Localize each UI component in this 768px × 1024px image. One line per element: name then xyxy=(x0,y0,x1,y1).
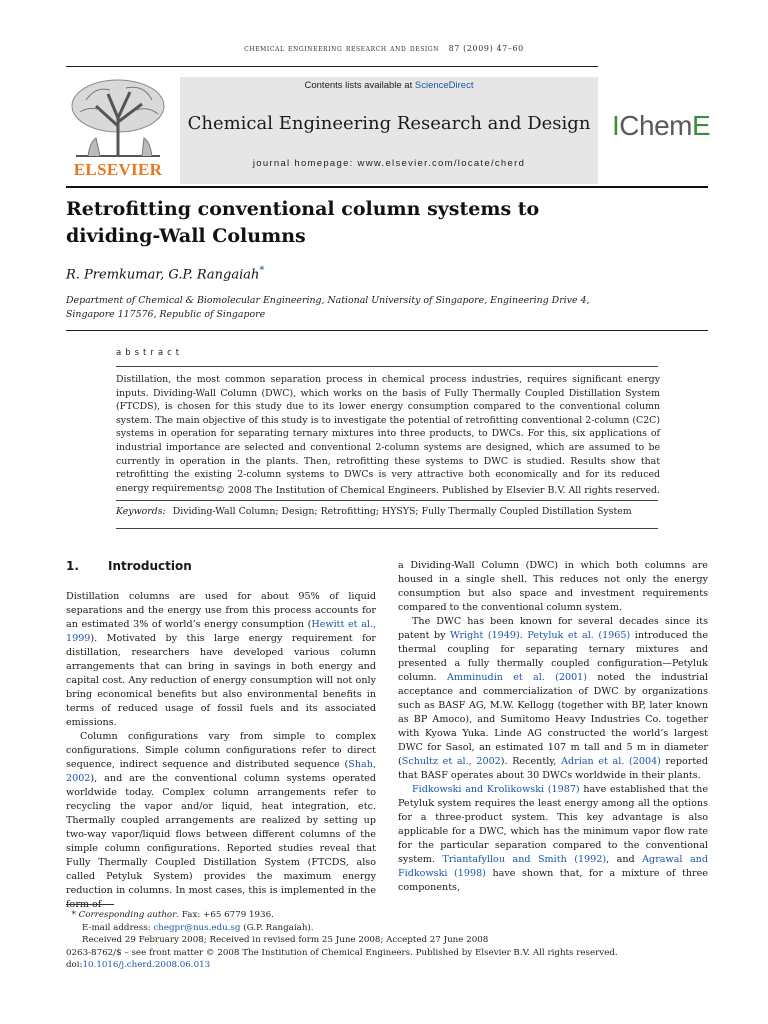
authors xyxy=(66,265,264,282)
journal-title: Chemical Engineering Research and Design xyxy=(187,113,591,134)
title-line-2: dividing-Wall Columns xyxy=(66,225,306,247)
issn-line: 0263-8762/$ – see front matter © 2008 The Institution of Chemical Engineers. Published by Elsevier B.V. All rights reserved. xyxy=(66,947,618,958)
email-label: E-mail address: xyxy=(82,922,154,933)
footnote-corresponding-label: Corresponding author xyxy=(78,910,177,920)
citation-link[interactable]: Hewitt et al., 1999 xyxy=(66,619,376,644)
keywords-label: Keywords: xyxy=(116,506,166,517)
journal-homepage[interactable]: journal homepage: www.elsevier.com/locate/cherd xyxy=(252,158,526,169)
footnote-fax: . Fax: +65 6779 1936. xyxy=(176,910,274,920)
contents-prefix: Contents lists available at xyxy=(304,80,413,91)
citation-link[interactable]: Wright (1949) xyxy=(450,630,520,641)
sciencedirect-link[interactable]: ScienceDirect xyxy=(414,80,474,91)
affiliation-line-1: Department of Chemical & Biomolecular Engineering, National University of Singapore, Engineering Drive 4, xyxy=(66,295,590,306)
icheme-logo-i: I xyxy=(612,110,620,141)
abstract-text: Distillation, the most common separation process in chemical process industries, requires significant energy inputs. Dividing-Wall Column (DWC), which works on the basis of Fully Thermally Coupled Distillation System (FTCDS), is chosen for this study due to its lower energy consumption compared to the conventional column system. The main objective of this study is to investigate the potential of retrofitting conventional 2-column (C2C) systems in operation for separating ternary mixtures into three products, to DWCs. For this, six applications of industrial importance are selected and conventional 2-column systems are designed, which are assumed to be currently in operation in the plants. Then, retrofitting these systems to DWC is studied. Results show that retrofitting the existing 2-column systems to DWCs is very attractive both economically and for its reduced energy requirements. xyxy=(116,374,660,494)
citation-link[interactable]: Agrawal and Fidkowski (1998) xyxy=(398,854,709,879)
footnote-star: * xyxy=(71,910,76,920)
keywords-list: Dividing-Wall Column; Design; Retrofitting; HYSYS; Fully Thermally Coupled Distillation System xyxy=(172,506,632,517)
elsevier-wordmark: ELSEVIER xyxy=(73,160,163,179)
text-run: reported that BASF operates about 30 DWCs worldwide in their plants. xyxy=(398,756,709,781)
citation-link[interactable]: Fidkowski and Krolikowski (1987) xyxy=(412,784,580,795)
abstract-heading-text: abstract xyxy=(116,348,184,358)
text-run: Column configurations vary from simple to complex configurations. Simple column configurations refer to direct sequence, indirect sequence and distributed sequence ( xyxy=(66,731,376,770)
article-title xyxy=(66,196,626,250)
text-run: ). Motivated by this large energy requirement for distillation, researchers have developed various column arrangements that can bring in savings in both energy and capital cost. Any reduction of energy consumption will not only bring economical benefits but also environmental benefits in terms of reduced usage of fossil fuels and its associated emissions. xyxy=(66,633,376,728)
paragraph xyxy=(398,615,708,783)
section-title: Introduction xyxy=(108,559,192,573)
footnote-corresponding xyxy=(66,909,706,922)
doi-link[interactable]: 10.1016/j.cherd.2008.06.013 xyxy=(82,960,211,970)
icheme-logo[interactable] xyxy=(612,110,710,142)
title-line-1: Retrofitting conventional column systems to xyxy=(66,198,540,220)
elsevier-tree-icon xyxy=(66,76,170,160)
section-number: 1. xyxy=(66,559,79,573)
text-run: The DWC has been known for several decades since its patent by xyxy=(398,616,708,641)
doi-prefix: doi: xyxy=(66,960,83,970)
icheme-logo-e: E xyxy=(691,110,711,141)
corresponding-author-marker[interactable]: * xyxy=(259,265,265,276)
text-run: ), and are the conventional column systems operated worldwide today. Complex column arrangements refer to recycling the vapor and/or liquid, heat integration, etc. Thermally coupled arrangements are realized by setting up two-way vapor/liquid flows between different columns of the simple column configurations. Reported studies reveal that Fully Thermally Coupled Distillation System (FTCDS, also called Petyluk System) provides the maximum energy reduction in columns. In most cases, this is implemented in the form of xyxy=(66,773,376,910)
affiliation-rule xyxy=(66,330,708,331)
keywords-rule-top xyxy=(116,500,658,501)
text-run: ). Recently, xyxy=(500,756,562,767)
running-head xyxy=(0,44,768,54)
abstract-copyright: © 2008 The Institution of Chemical Engineers. Published by Elsevier B.V. All rights reserved. xyxy=(215,485,660,496)
text-run: . xyxy=(519,630,528,641)
text-run: noted the industrial acceptance and commercialization of DWC by organizations such as BASF AG, M.W. Kellogg (together with BP, later known as BP Amoco), and Sumitomo Heavy Industries Co. together with Kyowa Yuka. Linde AG constructed the world’s largest DWC for Sasol, an estimated 107 m tall and 5 m in diameter ( xyxy=(398,672,709,767)
email-link[interactable]: chegpr@nus.edu.sg xyxy=(153,922,241,933)
running-head-journal: chemical engineering research and design xyxy=(244,44,440,54)
received-dates: Received 29 February 2008; Received in revised form 25 June 2008; Accepted 27 June 2008 xyxy=(82,935,489,945)
footnotes xyxy=(66,909,706,972)
elsevier-logo[interactable] xyxy=(66,76,170,180)
keywords xyxy=(116,506,632,517)
paragraph xyxy=(66,590,376,730)
text-run: Distillation columns are used for about 95% of liquid separations and the energy use from this process accounts for an estimated 3% of world’s energy consumption ( xyxy=(66,591,376,630)
footnote-email xyxy=(66,922,706,935)
citation-link[interactable]: Petyluk et al. (1965) xyxy=(527,630,631,641)
citation-link[interactable]: Schultz et al., 2002 xyxy=(401,756,501,767)
paragraph: a Dividing-Wall Column (DWC) in which both columns are housed in a single shell. This reduces not only the energy consumption but also space and investment requirements compared to the conventional column system. xyxy=(398,560,708,613)
text-run: introduced the thermal coupling for separating ternary mixtures and presented a fully thermally coupled configuration—Petyluk column. xyxy=(398,630,708,683)
text-run: , and xyxy=(606,854,643,865)
footnote-rule xyxy=(66,904,114,905)
citation-link[interactable]: Triantafyllou and Smith (1992) xyxy=(442,854,607,865)
abstract-heading xyxy=(116,348,183,358)
top-rule xyxy=(66,66,598,67)
contents-line xyxy=(180,80,598,91)
abstract-rule xyxy=(116,366,658,367)
doi-line xyxy=(66,959,706,972)
running-head-citation: 87 (2009) 47–60 xyxy=(448,44,524,53)
banner-rule xyxy=(66,186,708,188)
affiliation xyxy=(66,294,686,322)
text-run: have established that the Petyluk system requires the least energy among all the options for a three-product system. This key advantage is also applicable for a DWC, which has the minimum vapor flow rate for the particular separation compared to the conventional system. xyxy=(398,784,708,865)
citation-link[interactable]: Amminudin et al. (2001) xyxy=(447,672,588,683)
icheme-logo-chem: Chem xyxy=(619,110,692,141)
affiliation-line-2: Singapore 117576, Republic of Singapore xyxy=(66,309,266,320)
paragraph xyxy=(66,730,376,912)
right-column xyxy=(398,559,708,895)
email-suffix: (G.P. Rangaiah). xyxy=(240,922,314,933)
author-names: R. Premkumar, G.P. Rangaiah xyxy=(66,267,260,283)
citation-link[interactable]: Adrian et al. (2004) xyxy=(561,756,661,767)
paragraph xyxy=(398,783,708,895)
text-run: have shown that, for a mixture of three components, xyxy=(398,868,708,893)
keywords-rule-bottom xyxy=(116,528,658,529)
left-column xyxy=(66,590,376,912)
citation-link[interactable]: Shah, 2002 xyxy=(66,759,376,784)
